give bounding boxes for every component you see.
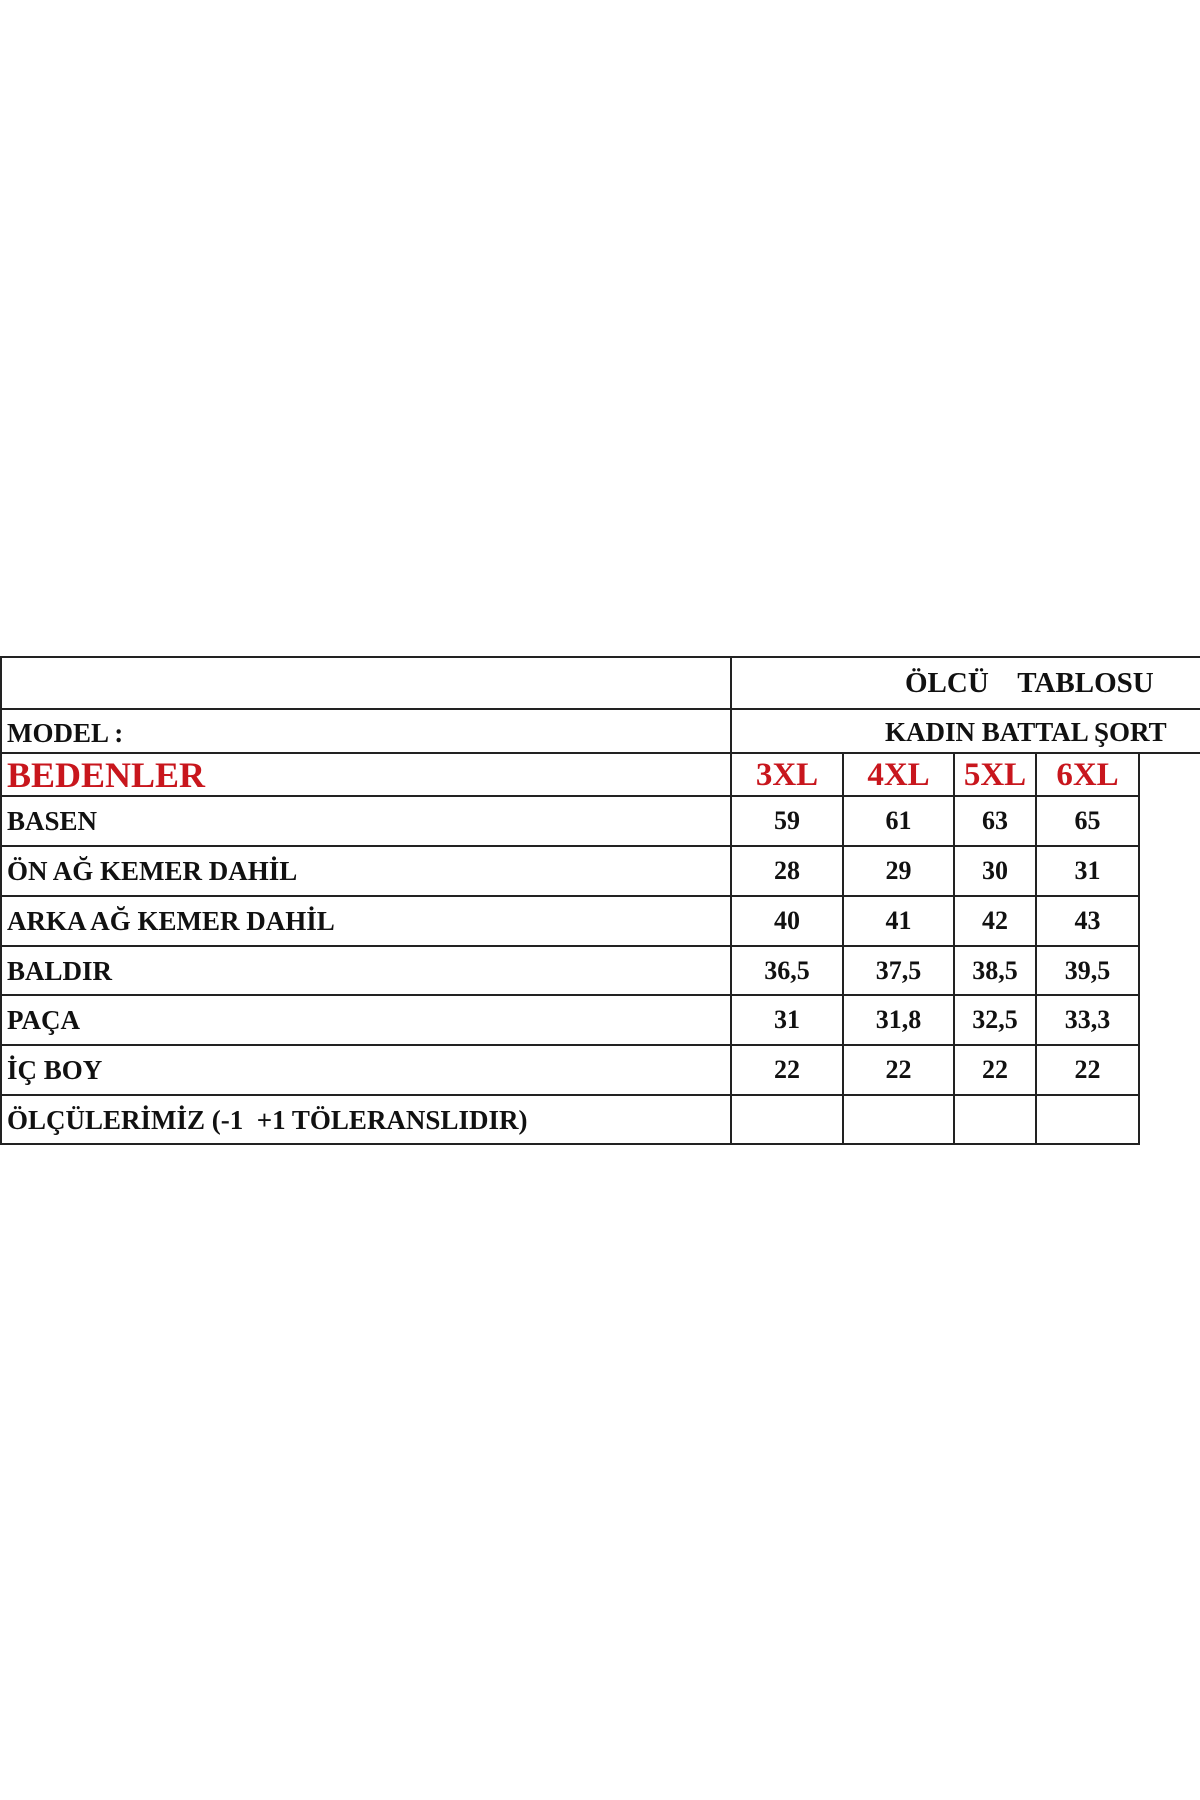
table-cell: 29 xyxy=(885,856,912,885)
table-rule xyxy=(0,945,1140,947)
table-cell: 31 xyxy=(1074,856,1101,885)
table-cell: 22 xyxy=(982,1055,1008,1084)
table-rule xyxy=(0,708,1200,710)
size-header-5xl: 5XL xyxy=(963,757,1027,793)
row-label-basen: BASEN xyxy=(7,806,98,836)
table-cell: 22 xyxy=(885,1055,912,1084)
table-cell: 38,5 xyxy=(972,956,1018,985)
table-rule xyxy=(0,752,1200,754)
table-cell: 28 xyxy=(774,856,800,885)
model-label: MODEL : xyxy=(7,718,124,748)
table-cell: 22 xyxy=(774,1055,800,1084)
table-cell: 63 xyxy=(982,806,1008,835)
row-label-back-rise: ARKA AĞ KEMER DAHİL xyxy=(7,906,335,936)
table-cell: 43 xyxy=(1074,906,1101,935)
table-cell: 33,3 xyxy=(1064,1005,1111,1034)
table-cell: 41 xyxy=(885,906,912,935)
table-cell: 37,5 xyxy=(875,956,922,985)
table-cell: 31 xyxy=(774,1005,800,1034)
table-cell: 42 xyxy=(982,906,1008,935)
table-cell: 61 xyxy=(885,806,912,835)
table-cell: 22 xyxy=(1074,1055,1101,1084)
table-border-left xyxy=(0,656,2,1145)
row-label-leg-opening: PAÇA xyxy=(7,1005,80,1035)
table-cell: 32,5 xyxy=(972,1005,1018,1034)
table-rule xyxy=(0,1094,1140,1096)
size-header-4xl: 4XL xyxy=(867,757,930,793)
row-label-thigh: BALDIR xyxy=(7,956,113,986)
size-chart-table xyxy=(0,656,1200,1146)
row-label-inseam: İÇ BOY xyxy=(7,1055,103,1085)
table-rule xyxy=(0,1044,1140,1046)
table-rule xyxy=(0,994,1140,996)
sizes-label: BEDENLER xyxy=(7,755,206,795)
table-border-right xyxy=(1138,752,1140,1145)
table-cell: 30 xyxy=(982,856,1008,885)
table-rule xyxy=(0,795,1140,797)
table-title: ÖLCÜ TABLOSU xyxy=(905,667,1154,699)
size-header-6xl: 6XL xyxy=(1056,757,1119,793)
table-rule xyxy=(0,845,1140,847)
row-label-front-rise: ÖN AĞ KEMER DAHİL xyxy=(7,856,298,886)
table-rule xyxy=(0,895,1140,897)
table-cell: 40 xyxy=(774,906,800,935)
size-header-3xl: 3XL xyxy=(755,757,819,793)
table-cell: 65 xyxy=(1074,806,1101,835)
table-cell: 59 xyxy=(774,806,800,835)
table-cell: 31,8 xyxy=(875,1005,922,1034)
table-cell: 39,5 xyxy=(1064,956,1111,985)
table-border-top xyxy=(0,656,1200,658)
table-border-bottom xyxy=(0,1143,1140,1145)
model-name: KADIN BATTAL ŞORT xyxy=(885,717,1167,747)
tolerance-note: ÖLÇÜLERİMİZ (-1 +1 TÖLERANSLIDIR) xyxy=(7,1105,528,1135)
table-cell: 36,5 xyxy=(764,956,810,985)
